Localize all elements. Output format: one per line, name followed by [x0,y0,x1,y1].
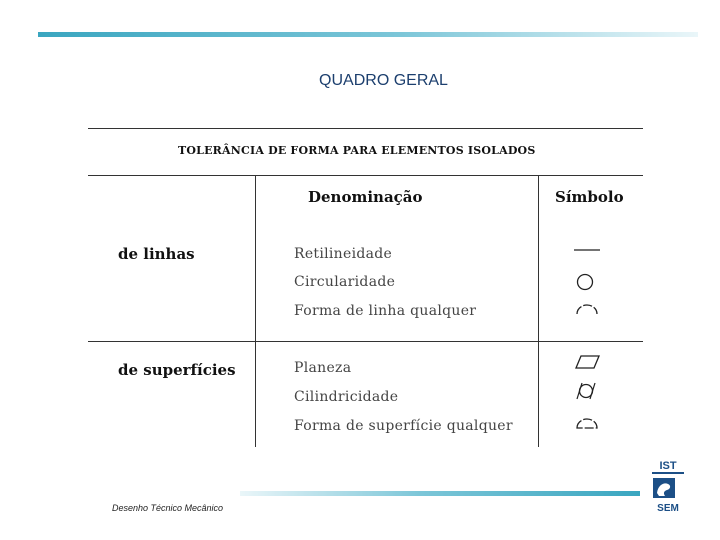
caption-rule [88,175,643,176]
column-divider-left [255,175,256,447]
logo-bottom-text: SEM [657,503,679,514]
group-divider-rule [88,341,643,342]
item-circularidade: Circularidade [294,274,396,290]
bottom-accent-bar [240,491,640,496]
ist-logo [652,460,684,512]
line-profile-icon [574,302,600,316]
item-forma-de-linha: Forma de linha qualquer [294,303,477,319]
footer-course-title: Desenho Técnico Mecânico [112,503,224,513]
column-header-denominacao: Denominação [308,188,423,206]
top-accent-bar [38,32,698,37]
cylindricity-icon [573,381,599,401]
logo-top-text: IST [652,460,684,474]
item-forma-de-superficie: Forma de superfície qualquer [294,418,513,434]
slide-title: QUADRO GERAL [319,72,448,89]
flatness-icon [575,354,601,370]
item-cilindricidade: Cilindricidade [294,389,399,405]
group-label-surfaces: de superfícies [118,361,236,379]
item-planeza: Planeza [294,360,352,376]
circularity-icon [574,272,596,292]
column-header-simbolo: Símbolo [555,188,624,206]
item-retilineidade: Retilineidade [294,246,393,262]
column-divider-right [538,175,539,447]
surface-profile-icon [574,415,600,431]
table-caption: TOLERÂNCIA DE FORMA PARA ELEMENTOS ISOLADOS [178,144,536,157]
straightness-icon [572,244,602,256]
group-label-lines: de linhas [118,245,195,263]
table-top-rule [88,128,643,129]
ist-logo-icon [652,477,676,499]
